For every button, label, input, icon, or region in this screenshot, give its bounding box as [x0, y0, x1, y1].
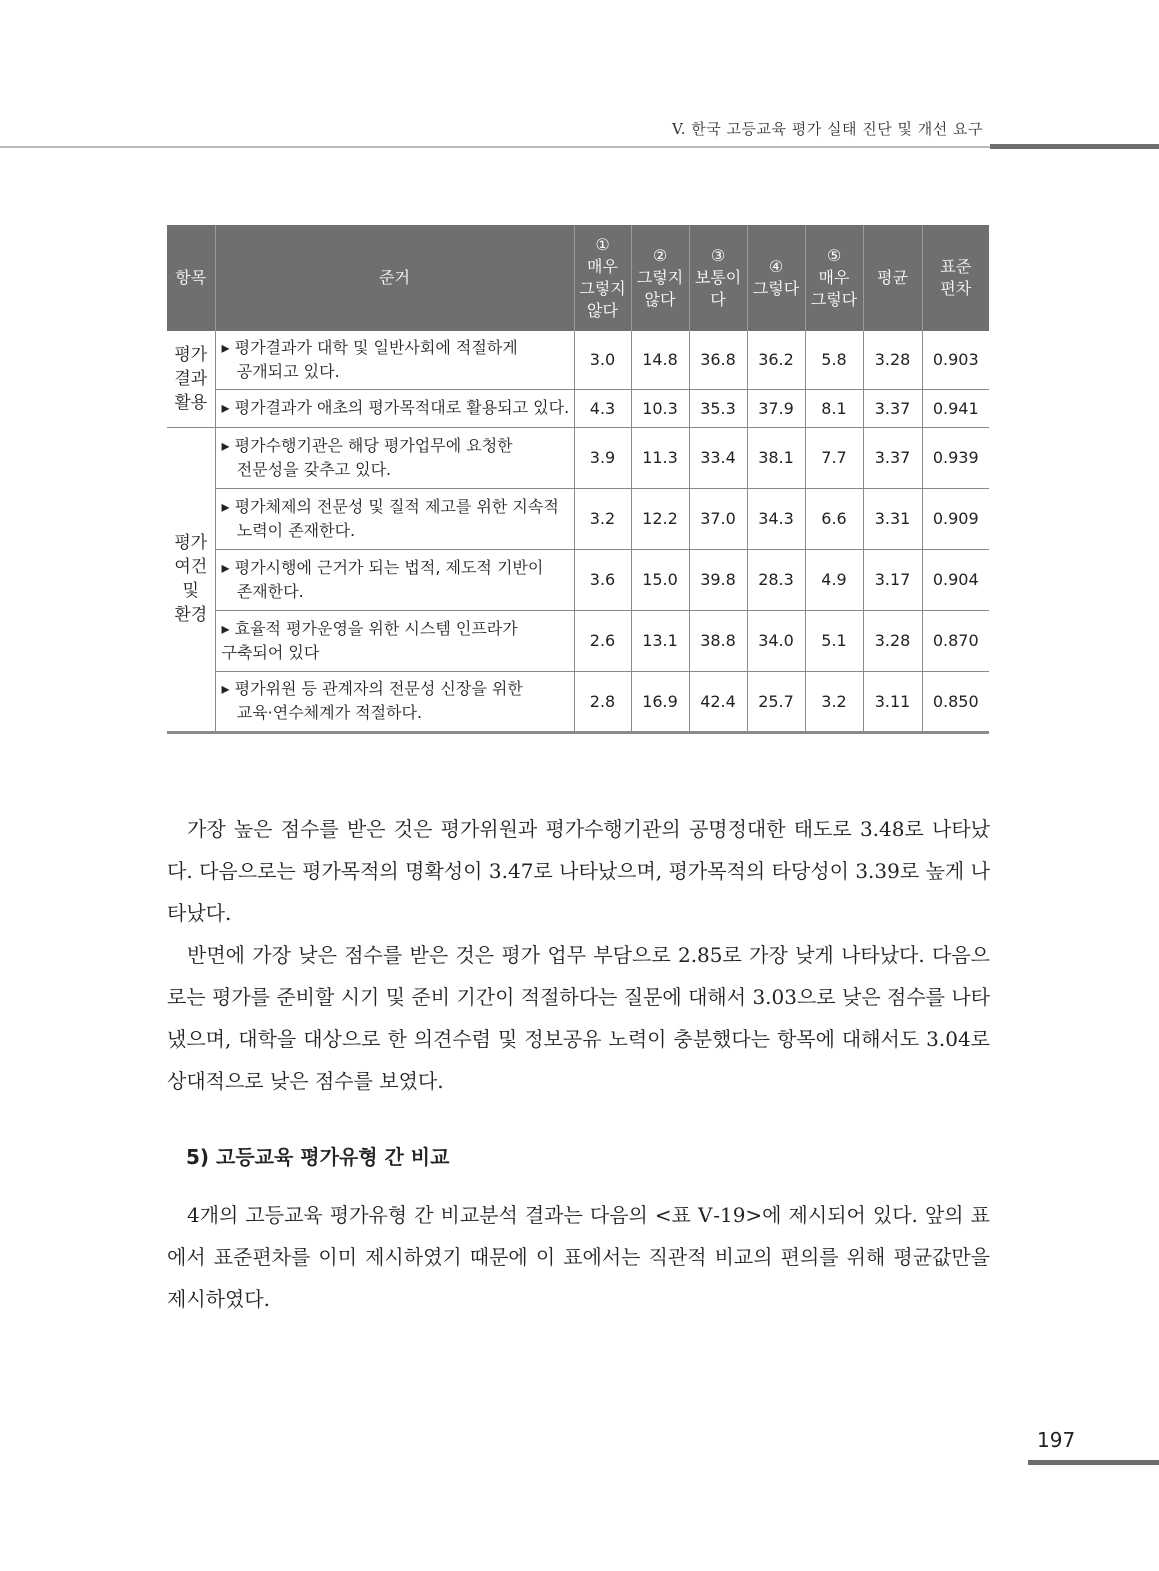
table-row	[167, 427, 989, 488]
mean-cell: 3.31	[863, 488, 922, 549]
mean-cell: 3.17	[863, 549, 922, 610]
value-cell: 7.7	[805, 427, 863, 488]
table-row	[167, 331, 989, 389]
page-number: 197	[1037, 1428, 1076, 1452]
value-cell: 5.8	[805, 331, 863, 389]
value-cell: 8.1	[805, 389, 863, 427]
criterion-cell: ▸ 평가결과가 대학 및 일반사회에 적절하게 공개되고 있다.	[215, 331, 574, 389]
value-cell: 35.3	[689, 389, 747, 427]
criterion-cell: ▸ 효율적 평가운영을 위한 시스템 인프라가 구축되어 있다	[215, 610, 574, 671]
mean-cell: 3.28	[863, 610, 922, 671]
header-item: 항목	[167, 225, 215, 331]
sd-cell: 0.870	[922, 610, 989, 671]
running-header: V. 한국 고등교육 평가 실태 진단 및 개선 요구	[672, 120, 983, 138]
sd-cell: 0.904	[922, 549, 989, 610]
survey-table	[167, 225, 989, 734]
category-cell: 평가 결과 활용	[167, 331, 215, 427]
value-cell: 3.2	[805, 671, 863, 732]
criterion-cell: ▸ 평가시행에 근거가 되는 법적, 제도적 기반이 존재한다.	[215, 549, 574, 610]
paragraph: 반면에 가장 낮은 점수를 받은 것은 평가 업무 부담으로 2.85로 가장 낮게 나타났다. 다음으로는 평가를 준비할 시기 및 준비 기간이 적절하다는 질문에 대해서 3.03으로 낮은 점수를 나타냈으며, 대학을 대상으로 한 의견수렴 및 정보공유 노력이 충분했다는 항목에 대해서도 3.04로 상대적으로 낮은 점수를 보였다.	[167, 943, 990, 1093]
value-cell: 38.1	[747, 427, 805, 488]
value-cell: 42.4	[689, 671, 747, 732]
header-neutral: ③ 보통이다	[689, 225, 747, 331]
sd-cell: 0.941	[922, 389, 989, 427]
category-cell: 평가 여건 및 환경	[167, 427, 215, 732]
table-row	[167, 549, 989, 610]
value-cell: 36.2	[747, 331, 805, 389]
value-cell: 2.8	[574, 671, 631, 732]
value-cell: 2.6	[574, 610, 631, 671]
header-strongly-agree: ⑤ 매우 그렇다	[805, 225, 863, 331]
header-sd: 표준 편차	[922, 225, 989, 331]
value-cell: 3.2	[574, 488, 631, 549]
paragraph: 가장 높은 점수를 받은 것은 평가위원과 평가수행기관의 공명정대한 태도로 3.48로 나타났다. 다음으로는 평가목적의 명확성이 3.47로 나타났으며, 평가목적의 타당성이 3.39로 높게 나타났다.	[167, 817, 990, 925]
sd-cell: 0.909	[922, 488, 989, 549]
table-row	[167, 610, 989, 671]
value-cell: 34.0	[747, 610, 805, 671]
value-cell: 10.3	[631, 389, 689, 427]
value-cell: 13.1	[631, 610, 689, 671]
header-agree: ④ 그렇다	[747, 225, 805, 331]
header-disagree: ② 그렇지 않다	[631, 225, 689, 331]
value-cell: 37.9	[747, 389, 805, 427]
header-strongly-disagree: ① 매우 그렇지 않다	[574, 225, 631, 331]
header-rule	[0, 146, 990, 148]
value-cell: 38.8	[689, 610, 747, 671]
header-rule-accent	[990, 144, 1159, 149]
value-cell: 5.1	[805, 610, 863, 671]
mean-cell: 3.37	[863, 389, 922, 427]
value-cell: 16.9	[631, 671, 689, 732]
criterion-cell: ▸ 평가결과가 애초의 평가목적대로 활용되고 있다.	[215, 389, 574, 427]
sd-cell: 0.903	[922, 331, 989, 389]
sd-cell: 0.850	[922, 671, 989, 732]
value-cell: 3.6	[574, 549, 631, 610]
header-criterion: 준거	[215, 225, 574, 331]
header-mean: 평균	[863, 225, 922, 331]
table-row	[167, 488, 989, 549]
value-cell: 6.6	[805, 488, 863, 549]
mean-cell: 3.28	[863, 331, 922, 389]
criterion-cell: ▸ 평가위원 등 관계자의 전문성 신장을 위한 교육·연수체계가 적절하다.	[215, 671, 574, 732]
criterion-cell: ▸ 평가체제의 전문성 및 질적 제고를 위한 지속적 노력이 존재한다.	[215, 488, 574, 549]
mean-cell: 3.37	[863, 427, 922, 488]
section-heading: 5) 고등교육 평가유형 간 비교	[186, 1145, 450, 1169]
value-cell: 12.2	[631, 488, 689, 549]
value-cell: 39.8	[689, 549, 747, 610]
value-cell: 36.8	[689, 331, 747, 389]
paragraph: 4개의 고등교육 평가유형 간 비교분석 결과는 다음의 <표 Ⅴ-19>에 제시되어 있다. 앞의 표에서 표준편차를 이미 제시하였기 때문에 이 표에서는 직관적 비교의 편의를 위해 평균값만을 제시하였다.	[167, 1203, 990, 1311]
criterion-cell: ▸ 평가수행기관은 해당 평가업무에 요청한 전문성을 갖추고 있다.	[215, 427, 574, 488]
sd-cell: 0.939	[922, 427, 989, 488]
value-cell: 3.9	[574, 427, 631, 488]
body-text	[167, 808, 990, 1102]
value-cell: 34.3	[747, 488, 805, 549]
mean-cell: 3.11	[863, 671, 922, 732]
value-cell: 3.0	[574, 331, 631, 389]
value-cell: 11.3	[631, 427, 689, 488]
value-cell: 15.0	[631, 549, 689, 610]
footer-rule	[1028, 1460, 1159, 1465]
value-cell: 4.9	[805, 549, 863, 610]
value-cell: 14.8	[631, 331, 689, 389]
table-row	[167, 389, 989, 427]
value-cell: 33.4	[689, 427, 747, 488]
value-cell: 25.7	[747, 671, 805, 732]
value-cell: 28.3	[747, 549, 805, 610]
table-row	[167, 671, 989, 732]
value-cell: 4.3	[574, 389, 631, 427]
section-body-text	[167, 1194, 990, 1320]
value-cell: 37.0	[689, 488, 747, 549]
